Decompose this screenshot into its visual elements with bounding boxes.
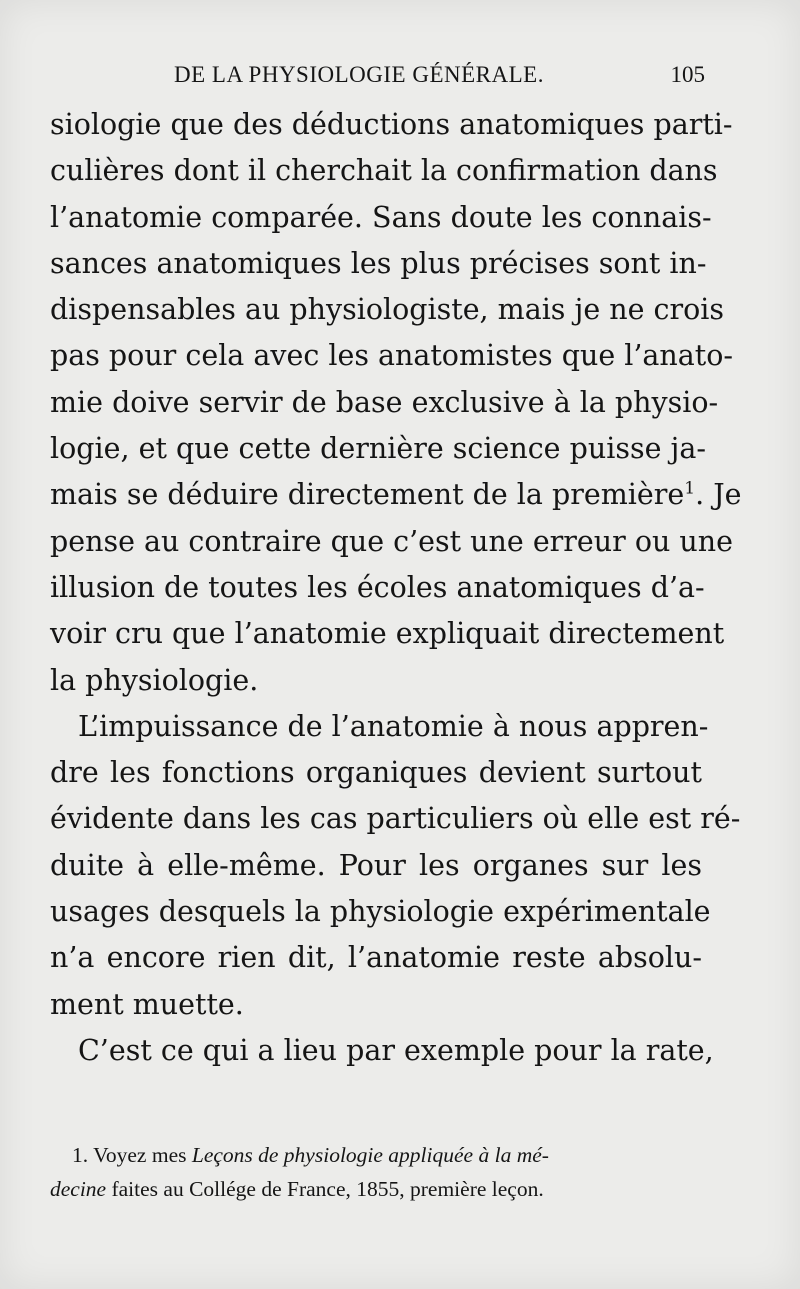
text-line: siologie que des déductions anatomiques parti- — [50, 108, 733, 141]
text-line: dispensables au physiologiste, mais je ne crois — [50, 293, 725, 327]
text-line: dre les fonctions organiques devient surtout — [50, 756, 702, 790]
text-line: culières dont il cherchait la confirmation dans — [50, 154, 718, 188]
text-line-part: mais se déduire directement de la première — [50, 478, 685, 512]
text-line-paragraph-start: L’impuissance de l’anatomie à nous appren- — [78, 709, 709, 743]
text-line: usages desquels la physiologie expérimentale — [50, 895, 711, 929]
text-line-with-footnote-mark — [50, 472, 742, 518]
text-line: pense au contraire que c’est une erreur ou une — [50, 524, 733, 558]
footnote-line — [50, 1172, 700, 1206]
footnote-text: Voyez mes — [93, 1143, 187, 1167]
footnote-line — [50, 1138, 700, 1172]
text-line: mie doive servir de base exclusive à la physio- — [50, 385, 719, 419]
body-text — [50, 102, 742, 1074]
page-number: 105 — [670, 62, 705, 87]
footnote-italic-title: decine — [50, 1177, 107, 1201]
text-line: voir cru que l’anatomie expliquait directement — [50, 617, 725, 651]
footnote-italic-title: Leçons de physiologie appliquée à la mé- — [191, 1143, 549, 1167]
running-title: DE LA PHYSIOLOGIE GÉNÉRALE. — [174, 62, 544, 87]
footnote — [50, 1138, 700, 1206]
text-line: ment muette. — [50, 987, 244, 1021]
text-line: pas pour cela avec les anatomistes que l’anato- — [50, 339, 733, 373]
text-line: illusion de toutes les écoles anatomiques d’a- — [50, 570, 705, 604]
text-line: sances anatomiques les plus précises sont in- — [50, 246, 707, 280]
text-line-paragraph-start: C’est ce qui a lieu par exemple pour la rate, — [78, 1033, 714, 1067]
text-line: l’anatomie comparée. Sans doute les connais- — [50, 200, 712, 234]
text-line: logie, et que cette dernière science puisse ja- — [50, 432, 706, 466]
footnote-text: faites au Collége de France, 1855, première leçon. — [111, 1177, 544, 1201]
footnote-number: 1. — [72, 1143, 89, 1167]
text-line-tail: . Je — [695, 478, 742, 512]
footnote-mark[interactable]: 1 — [684, 478, 696, 499]
text-line: évidente dans les cas particuliers où elle est ré- — [50, 802, 741, 836]
text-line: duite à elle-même. Pour les organes sur les — [50, 848, 702, 882]
text-line: la physiologie. — [50, 663, 259, 697]
page-header — [50, 58, 705, 94]
text-line: n’a encore rien dit, l’anatomie reste absolu- — [50, 941, 702, 975]
